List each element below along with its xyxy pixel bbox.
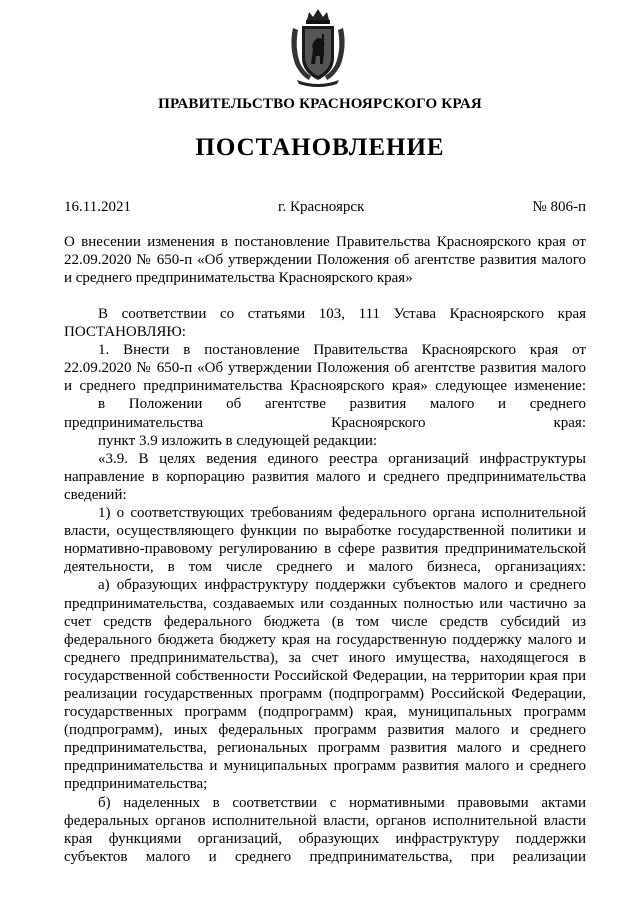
document-type-title: ПОСТАНОВЛЕНИЕ bbox=[195, 134, 445, 161]
document-body bbox=[64, 305, 586, 866]
subclause-a-paragraph: а) образующих инфраструктуру поддержки субъектов малого и среднего предпринимательства, создаваемых или созданных полностью или частично за счет средств федерального бюджета (в том числе средств субсидий из федерального бюджета бюджету края на государственную поддержку малого и среднего предпринимательства), за счет иного имущества, находящегося в государственной собственности Российской Федерации, на территории края при реализации государственных программ (подпрограмм) Российской Федерации, государственных программ (подпрограмм) края, муниципальных программ (подпрограмм), иных федеральных программ развития малого и среднего предпринимательства, региональных программ развития малого и среднего предпринимательства и муниципальных программ развития малого и среднего предпринимательства; bbox=[64, 577, 586, 793]
resolution-keyword: ПОСТАНОВЛЯЮ: bbox=[64, 324, 186, 341]
document-date: 16.11.2021 bbox=[64, 199, 131, 215]
government-title: ПРАВИТЕЛЬСТВО КРАСНОЯРСКОГО КРАЯ bbox=[158, 96, 482, 112]
document-meta-row bbox=[64, 199, 586, 219]
document-number: № 806-п bbox=[532, 199, 586, 215]
krasnoyarsk-coat-of-arms-icon bbox=[287, 6, 349, 88]
document-subject: О внесении изменения в постановление Правительства Красноярского края от 22.09.2020 № 650-п «Об утверждении Положения об агентстве развития малого и среднего предпринимательства Красноярского края» bbox=[64, 234, 586, 286]
subclause-b-paragraph: б) наделенных в соответствии с нормативными правовыми актами федеральных органов исполнительной власти, органов исполнительной власти края функциями организаций, образующих инфраструктуру поддержки субъектов малого и среднего предпринимательства, при реализации bbox=[64, 794, 586, 865]
clause-3-9-paragraph: «3.9. В целях ведения единого реестра организаций инфраструктуры направление в корпорацию развития малого и среднего предпринимательства сведений: bbox=[64, 450, 586, 503]
change-location-paragraph: в Положении об агентстве развития малого и среднего предпринимательства Красноярского края: bbox=[64, 396, 586, 431]
document-city: г. Красноярск bbox=[278, 199, 365, 215]
clause-intro-paragraph: пункт 3.9 изложить в следующей редакции: bbox=[98, 432, 378, 449]
preamble-paragraph: В соответствии со статьями 103, 111 Устава Красноярского края bbox=[98, 306, 586, 322]
item-1-paragraph: 1. Внести в постановление Правительства Красноярского края от 22.09.2020 № 650-п «Об утверждении Положения об агентстве развития малого и среднего предпринимательства Красноярского края» следующее изменение: bbox=[64, 342, 586, 395]
subclause-1-paragraph: 1) о соответствующих требованиям федерального органа исполнительной власти, осуществляющего функции по выработке государственной политики и нормативно-правовому регулированию в сфере развития предпринимательской деятельности, в том числе среднего и малого бизнеса, организациях: bbox=[64, 505, 586, 576]
